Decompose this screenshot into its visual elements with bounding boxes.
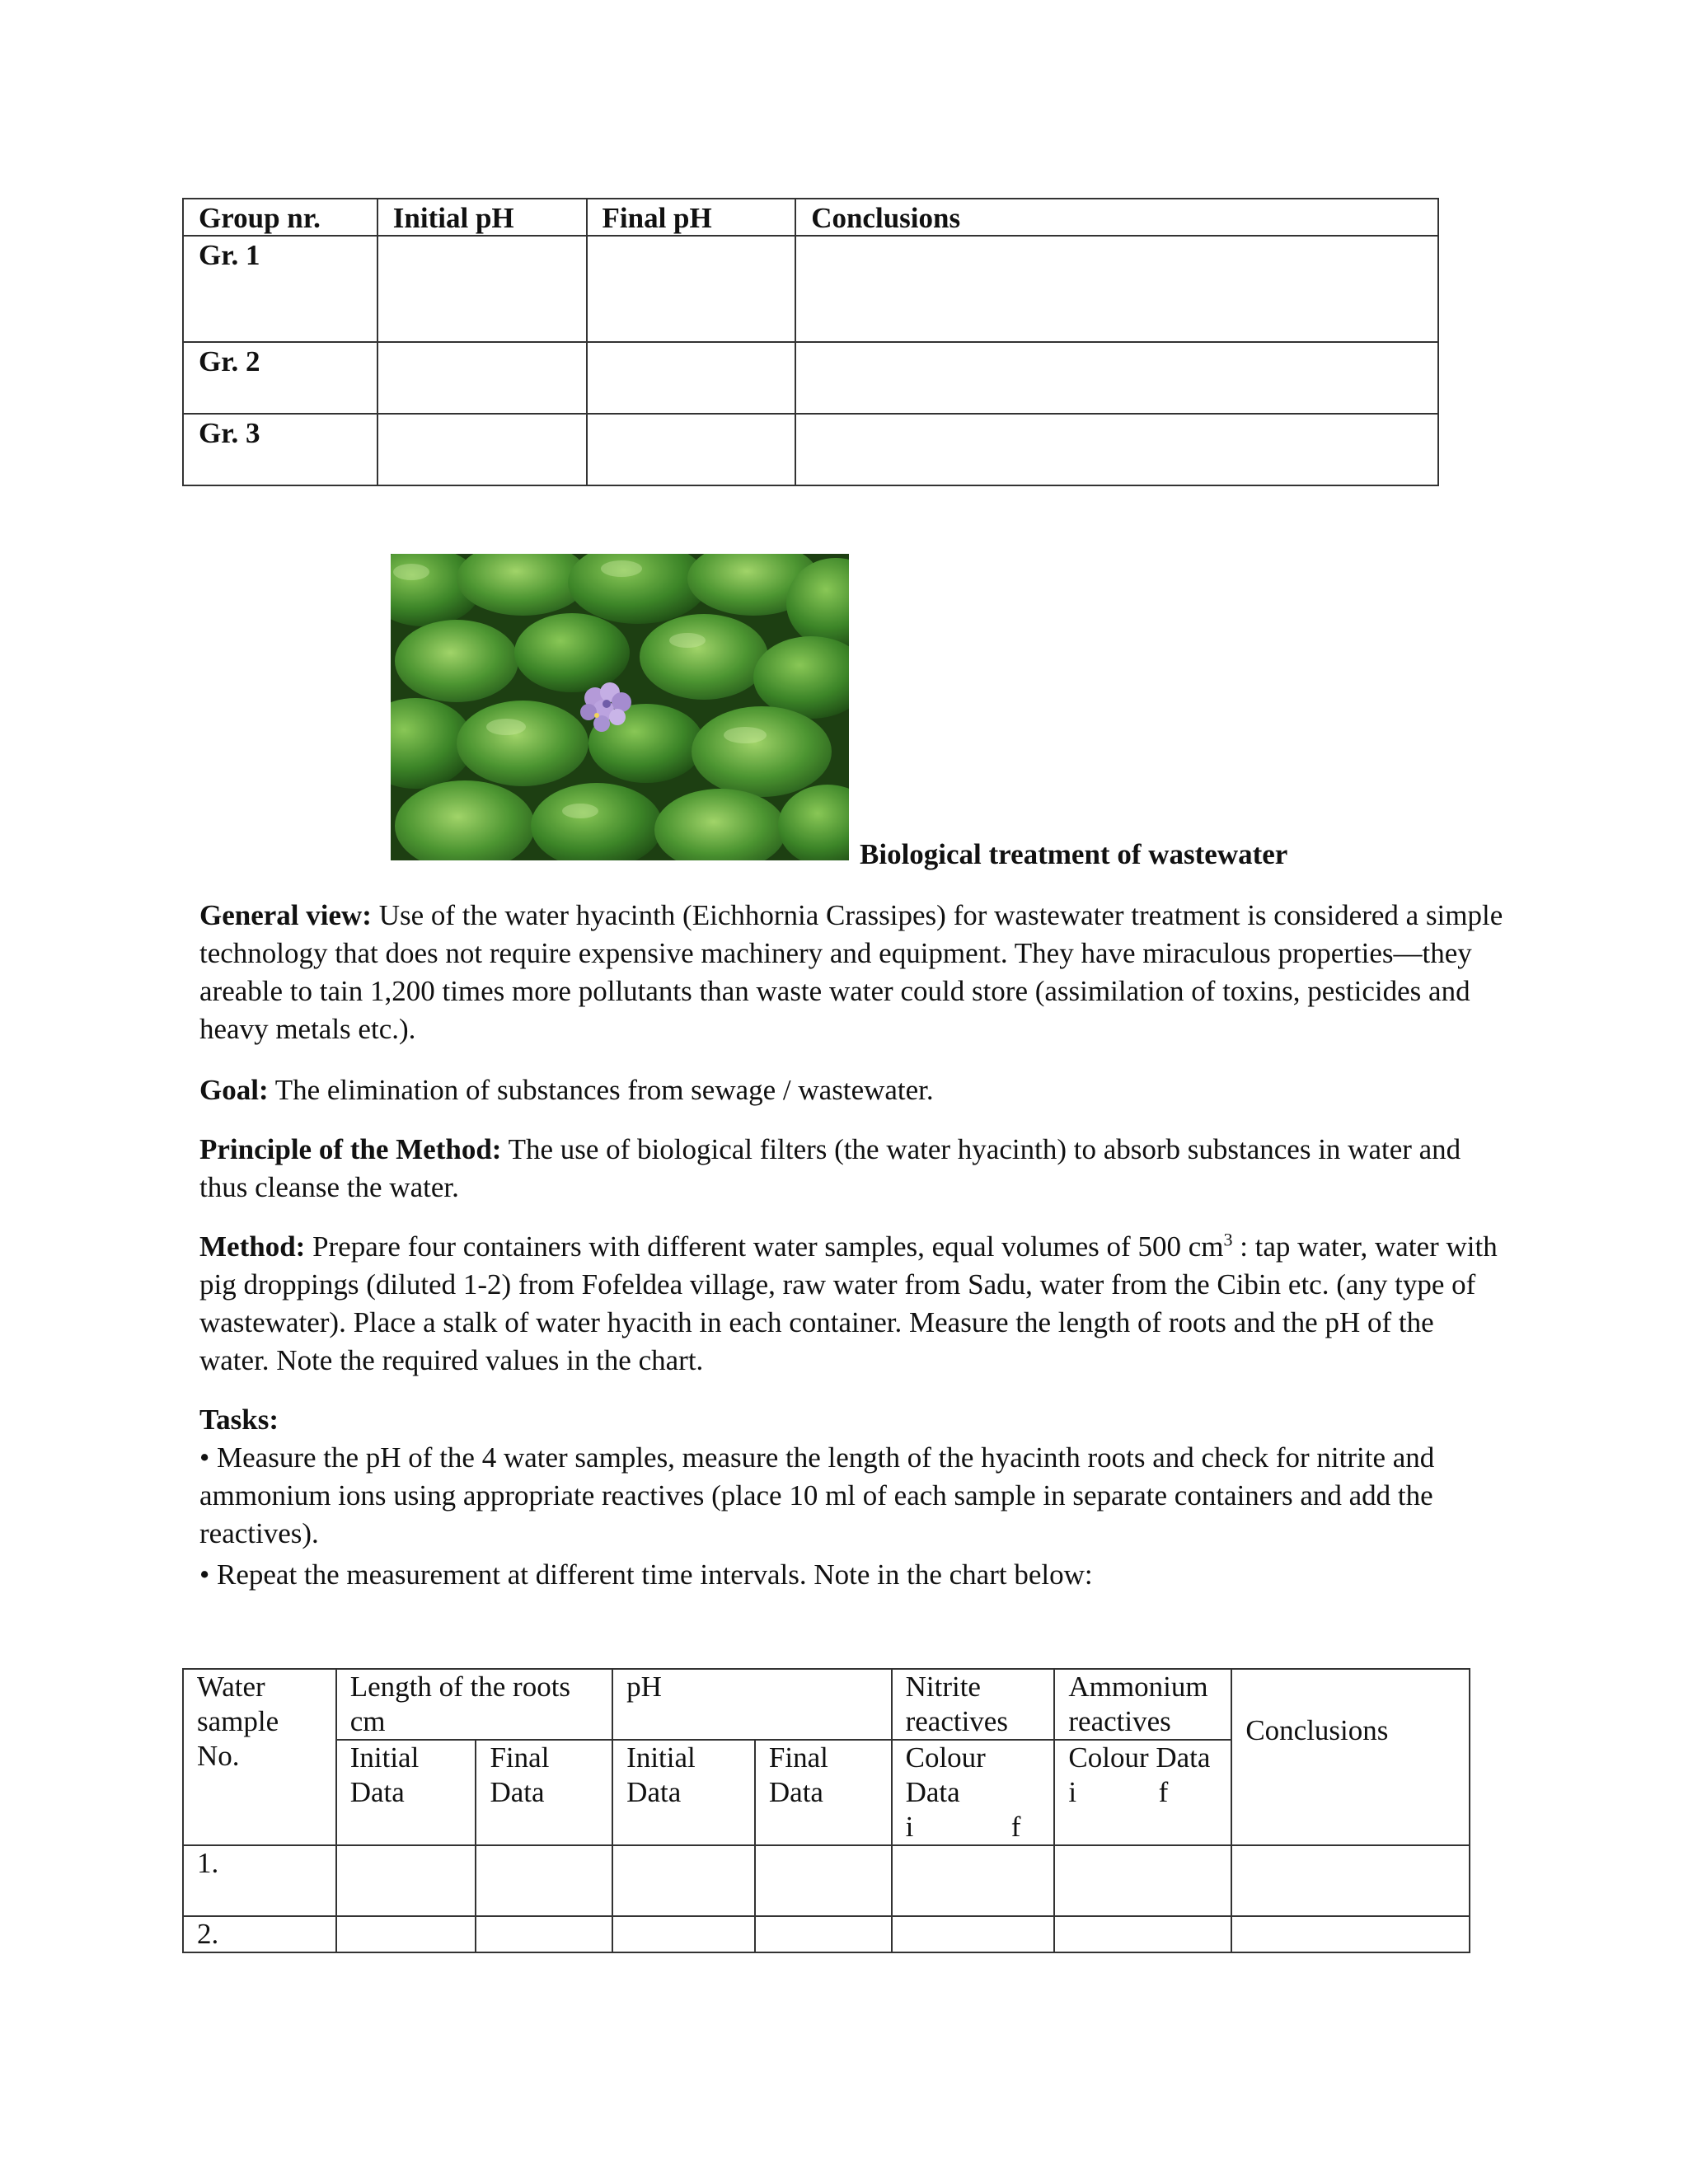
row-label: Gr. 3	[183, 414, 377, 485]
cell-initial-ph[interactable]	[377, 236, 587, 342]
ammonium-colour-label: Colour Data	[1068, 1741, 1211, 1774]
cell-conclusions[interactable]	[795, 414, 1438, 485]
cell[interactable]	[476, 1916, 612, 1952]
header-roots-initial: Initial Data	[336, 1740, 476, 1845]
header-ph-final: Final Data	[755, 1740, 892, 1845]
water-hyacinth-photo	[391, 554, 849, 860]
row-label: Gr. 2	[183, 342, 377, 414]
header-conclusions: Conclusions	[1231, 1669, 1470, 1845]
water-sample-table	[182, 1668, 1470, 1953]
table-header-row	[183, 1669, 1470, 1740]
table-row	[183, 342, 1438, 414]
row-label: Gr. 1	[183, 236, 377, 342]
header-water-sample: Water sample No.	[183, 1669, 336, 1845]
goal-paragraph	[199, 1071, 1510, 1109]
cell-conclusions[interactable]	[795, 236, 1438, 342]
figure-caption: Biological treatment of wastewater	[860, 838, 1288, 870]
cell[interactable]	[1231, 1845, 1470, 1916]
tasks-paragraph	[199, 1401, 1510, 1553]
cell[interactable]	[892, 1845, 1055, 1916]
row-label: 1.	[183, 1845, 336, 1916]
ammonium-f: f	[1158, 1776, 1169, 1808]
cell-final-ph[interactable]	[587, 342, 796, 414]
header-nitrite: Nitrite reactives	[892, 1669, 1055, 1740]
cell-initial-ph[interactable]	[377, 342, 587, 414]
table-row	[183, 236, 1438, 342]
cell[interactable]	[476, 1845, 612, 1916]
table-row	[183, 1916, 1470, 1952]
cell[interactable]	[892, 1916, 1055, 1952]
table-header-row	[183, 199, 1438, 236]
group-ph-table	[182, 198, 1439, 486]
header-ph-initial: Initial Data	[612, 1740, 755, 1845]
cell-initial-ph[interactable]	[377, 414, 587, 485]
method-paragraph	[199, 1228, 1510, 1380]
cell[interactable]	[755, 1916, 892, 1952]
table-row	[183, 1845, 1470, 1916]
general-view-label: General view:	[199, 899, 372, 931]
cell-final-ph[interactable]	[587, 414, 796, 485]
cell-conclusions[interactable]	[795, 342, 1438, 414]
task-item-2: • Repeat the measurement at different time intervals. Note in the chart below:	[199, 1558, 1093, 1591]
header-conclusions: Conclusions	[795, 199, 1438, 236]
cell[interactable]	[336, 1916, 476, 1952]
cell[interactable]	[1054, 1916, 1231, 1952]
general-view-paragraph	[199, 897, 1510, 1048]
cell[interactable]	[755, 1845, 892, 1916]
cell[interactable]	[1054, 1845, 1231, 1916]
row-label: 2.	[183, 1916, 336, 1952]
nitrite-colour-label: Colour Data	[905, 1741, 986, 1808]
ammonium-if-labels	[1068, 1775, 1217, 1810]
header-length-roots: Length of the roots cm	[336, 1669, 612, 1740]
tasks-label: Tasks:	[199, 1404, 279, 1436]
method-text-b: : tap water, water with pig droppings (diluted 1-2) from Fofeldea village, raw water from Sadu, water from the Cibin etc. (any type of wastewater). Place a stalk of water hyacith in each container. Measure the length of roots and the pH of the water. Note the required values in the chart.	[199, 1230, 1498, 1376]
header-group: Group nr.	[183, 199, 377, 236]
goal-text: The elimination of substances from sewage / wastewater.	[268, 1074, 934, 1106]
header-nitrite-colour	[892, 1740, 1055, 1845]
table-row	[183, 414, 1438, 485]
general-view-text: Use of the water hyacinth (Eichhornia Crassipes) for wastewater treatment is considered a simple technology that does not require expensive machinery and equipment. They have miraculous properties—they areable to tain 1,200 times more pollutants than waste water could store (assimilation of toxins, pesticides and heavy metals etc.).	[199, 899, 1503, 1045]
header-ph: pH	[612, 1669, 891, 1740]
cell-final-ph[interactable]	[587, 236, 796, 342]
method-superscript: 3	[1223, 1229, 1233, 1250]
cell[interactable]	[612, 1916, 755, 1952]
header-ammonium-colour	[1054, 1740, 1231, 1845]
cell[interactable]	[612, 1845, 755, 1916]
header-initial-ph: Initial pH	[377, 199, 587, 236]
cell[interactable]	[336, 1845, 476, 1916]
principle-paragraph	[199, 1131, 1510, 1207]
nitrite-f: f	[1010, 1811, 1021, 1843]
header-ammonium: Ammonium reactives	[1054, 1669, 1231, 1740]
task-item-1: • Measure the pH of the 4 water samples, measure the length of the hyacinth roots and check for nitrite and ammonium ions using appropriate reactives (place 10 ml of each sample in separate containers and add the reactives).	[199, 1441, 1435, 1549]
principle-text: The use of biological filters (the water hyacinth) to absorb substances in water and thus cleanse the water.	[199, 1133, 1461, 1203]
ammonium-i: i	[1068, 1776, 1077, 1808]
principle-label: Principle of the Method:	[199, 1133, 502, 1165]
nitrite-if-labels	[906, 1810, 1041, 1844]
cell[interactable]	[1231, 1916, 1470, 1952]
method-text-a: Prepare four containers with different water samples, equal volumes of 500 cm	[305, 1230, 1224, 1263]
nitrite-i: i	[905, 1811, 914, 1843]
header-roots-final: Final Data	[476, 1740, 612, 1845]
goal-label: Goal:	[199, 1074, 269, 1106]
method-label: Method:	[199, 1230, 306, 1263]
header-final-ph: Final pH	[587, 199, 796, 236]
